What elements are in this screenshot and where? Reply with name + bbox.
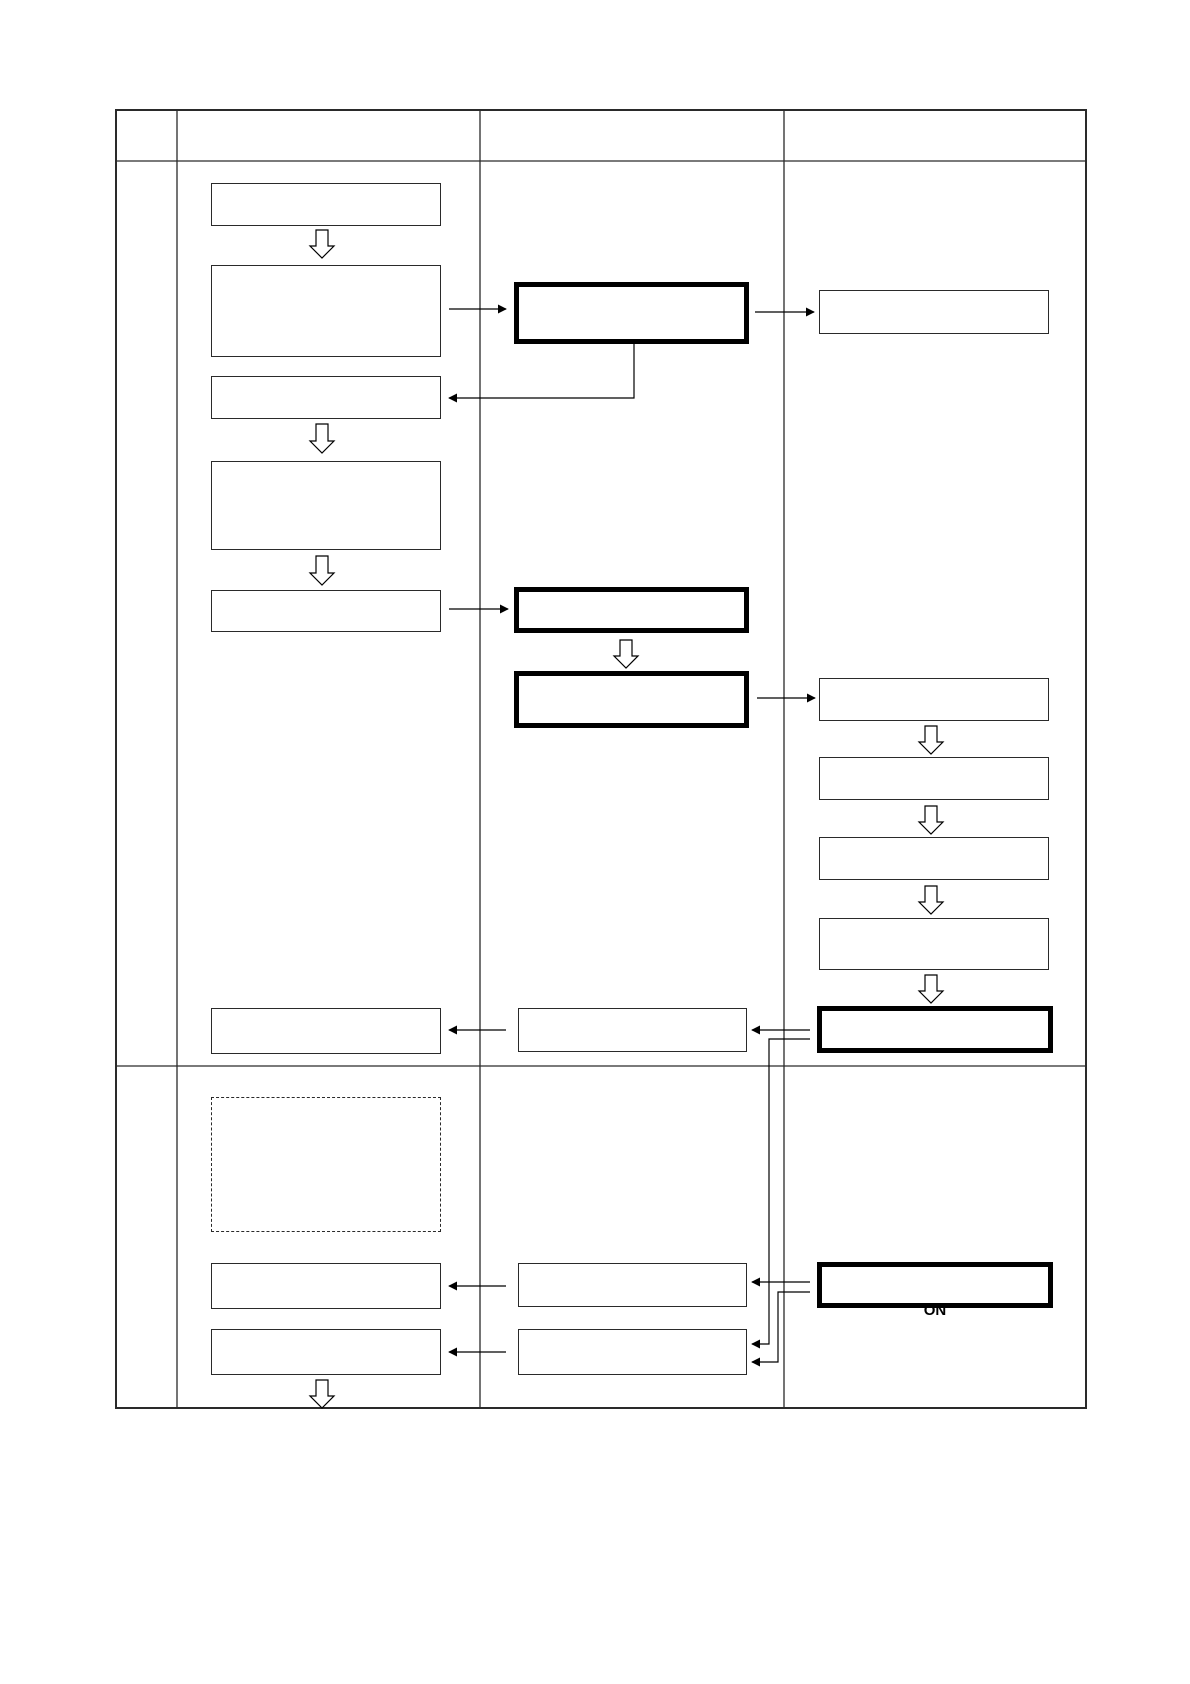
down-arrow-c4-c5: [919, 886, 943, 914]
flow-box-a7-label: [320, 1163, 332, 1167]
flow-box-a9-label: [320, 1350, 332, 1354]
flow-box-c5: [819, 918, 1049, 970]
flow-box-b3-label: [626, 698, 638, 702]
flow-box-b4-label: [627, 1028, 639, 1032]
flow-box-a5: [211, 590, 441, 632]
down-arrow-a9-continue: [310, 1380, 334, 1408]
flow-box-a6: [211, 1008, 441, 1054]
flow-box-c4-label: [928, 857, 940, 861]
flow-box-a3-label: [320, 396, 332, 400]
flow-box-a6-label: [320, 1029, 332, 1033]
down-arrow-c2-c3: [919, 726, 943, 754]
flow-box-c7-clipped-text: ON: [923, 1302, 947, 1319]
connector-arrows: [449, 309, 815, 1362]
flow-box-a2: [211, 265, 441, 357]
flow-box-b1-emphasis: [514, 282, 749, 344]
flow-box-a1: [211, 183, 441, 226]
down-arrow-a4-a5: [310, 556, 334, 585]
flow-box-a2-label: [320, 309, 332, 313]
flow-box-c2-label: [928, 698, 940, 702]
flow-box-a7-dashed: [211, 1097, 441, 1232]
flow-box-c1-label: [928, 310, 940, 314]
flow-box-c2: [819, 678, 1049, 721]
flow-box-b3-emphasis: [514, 671, 749, 728]
flow-box-c7-emphasis: [817, 1262, 1053, 1319]
flow-box-a9: [211, 1329, 441, 1375]
flow-box-a8-label: [320, 1284, 332, 1288]
flow-box-b1-label: [626, 311, 638, 315]
flow-box-b6: [518, 1329, 747, 1375]
flow-box-a8: [211, 1263, 441, 1309]
down-arrow-c3-c4: [919, 806, 943, 834]
flow-box-a4-label: [320, 504, 332, 508]
flow-box-a3: [211, 376, 441, 419]
flow-box-c6-label: [929, 1028, 941, 1032]
flow-box-c7-label: [929, 1283, 941, 1287]
arrow-c6-to-b6: [752, 1039, 810, 1344]
flow-box-c5-label: [928, 942, 940, 946]
flow-box-b2-label: [626, 608, 638, 612]
flow-box-c3-label: [928, 777, 940, 781]
flow-box-b6-label: [627, 1350, 639, 1354]
down-arrow-b2-b3: [614, 640, 638, 668]
arrow-b1-to-a3: [449, 343, 634, 398]
down-arrow-a3-a4: [310, 424, 334, 453]
flow-box-b4: [518, 1008, 747, 1052]
down-arrow-c5-c6: [919, 975, 943, 1003]
flow-box-a5-label: [320, 609, 332, 613]
flow-box-b2-emphasis: [514, 587, 749, 633]
flow-box-a1-label: [320, 203, 332, 207]
flow-box-c4: [819, 837, 1049, 880]
flow-box-b5-label: [627, 1283, 639, 1287]
flow-box-c1: [819, 290, 1049, 334]
arrow-c7-to-b6-lower: [752, 1292, 810, 1362]
flow-box-b5: [518, 1263, 747, 1307]
flow-box-c3: [819, 757, 1049, 800]
flow-box-a4: [211, 461, 441, 550]
down-arrow-a1-a2: [310, 230, 334, 258]
flow-box-c6-emphasis: [817, 1006, 1053, 1053]
